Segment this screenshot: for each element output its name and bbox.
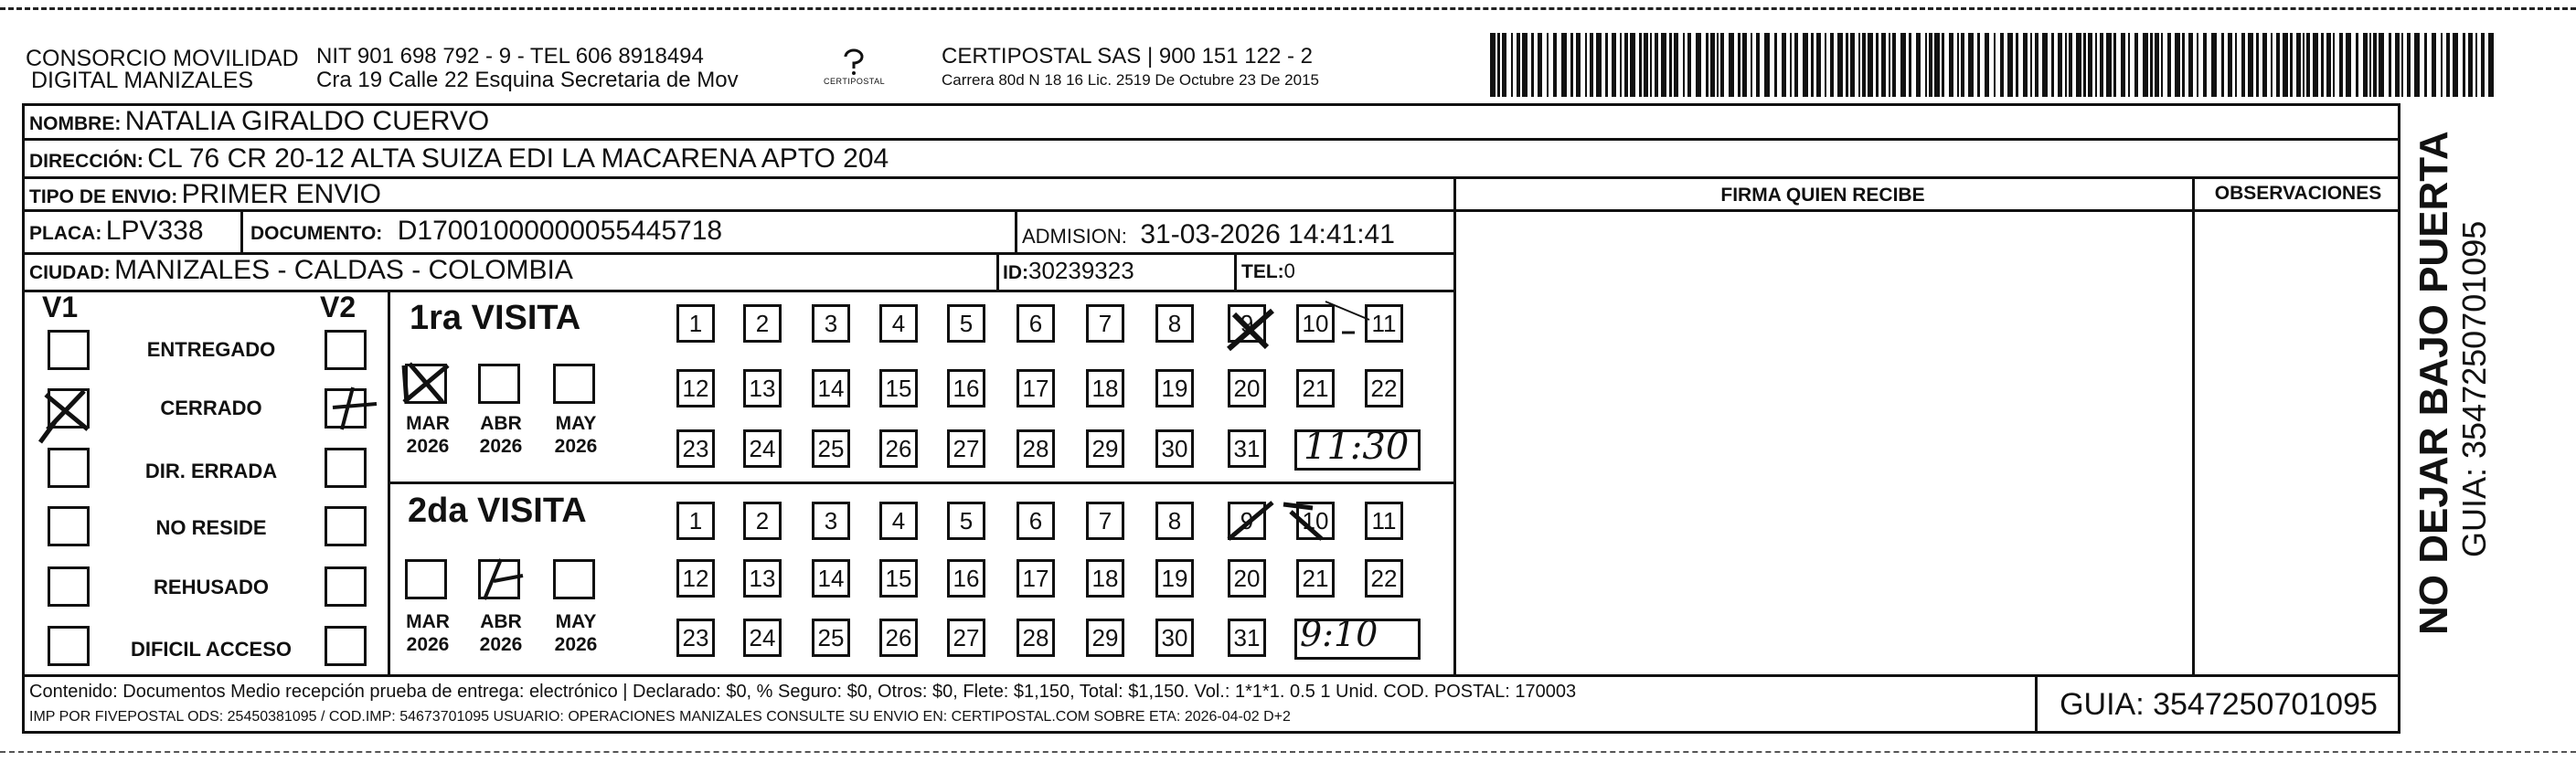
first-visit-time: 11:30 [1304,426,1410,468]
address-row [29,143,889,175]
id-field [1003,257,1134,285]
reason-dir-errada: DIR. ERRADA [144,460,278,482]
tel-label: TEL: [1241,261,1284,282]
v1-month-may: MAY 2026 [554,413,598,457]
document-value: D17001000000055445718 [397,216,723,246]
v2-day-box-27[interactable]: 27 [947,619,985,657]
v2-day-box-22[interactable]: 22 [1365,559,1403,598]
v1-day-box-17[interactable]: 17 [1017,369,1055,407]
v2-day-box-26[interactable]: 26 [879,619,918,657]
v1-day-box-27[interactable]: 27 [947,429,985,468]
company-name-line1: CONSORCIO MOVILIDAD [26,46,299,71]
v2-month-box-abr[interactable] [478,559,520,599]
v1-day-box-2[interactable]: 2 [743,304,782,343]
v1-checkbox-rehusado[interactable] [48,566,90,607]
name-row [29,106,489,137]
city-label: CIUDAD: [29,262,111,283]
v2-day-box-10[interactable]: 10 [1296,502,1335,540]
recipient-name: NATALIA GIRALDO CUERVO [124,106,490,136]
reason-cerrado: CERRADO [160,397,262,419]
v2-day-box-15[interactable]: 15 [879,559,918,598]
courier-logo [818,46,891,91]
v1-day-box-14[interactable]: 14 [812,369,850,407]
side-guia-text [2441,174,2493,557]
id-value: 30239323 [1028,257,1134,284]
v1-day-box-25[interactable]: 25 [812,429,850,468]
v2-month-may: MAY 2026 [554,611,598,655]
v2-day-box-12[interactable]: 12 [676,559,715,598]
v2-day-box-9[interactable]: 9 [1228,502,1266,540]
v1-day-box-8[interactable]: 8 [1155,304,1194,343]
v2-day-box-21[interactable]: 21 [1296,559,1335,598]
type-label: TIPO DE ENVIO: [29,186,178,207]
id-label: ID: [1003,262,1028,283]
plate-field [29,216,204,247]
tel-value: 0 [1283,259,1295,282]
v2-checkbox-no-reside[interactable] [325,506,367,546]
second-visit-title: 2da VISITA [408,492,587,530]
reason-no-reside: NO RESIDE [155,516,267,539]
v1-month-mar: MAR 2026 [406,413,450,457]
v2-day-box-1[interactable]: 1 [676,502,715,540]
v1-day-box-18[interactable]: 18 [1086,369,1124,407]
v1-day-box-13[interactable]: 13 [743,369,782,407]
first-visit-title: 1ra VISITA [410,299,581,337]
v1-day-box-10[interactable]: 10 [1296,304,1335,343]
v1-day-box-9[interactable]: 9 [1228,304,1266,343]
v1-day-box-19[interactable]: 19 [1155,369,1194,407]
v1-day-box-7[interactable]: 7 [1086,304,1124,343]
v1-day-box-20[interactable]: 20 [1228,369,1266,407]
signature-area[interactable] [1457,212,2190,672]
v1-checkbox-dificil-acceso[interactable] [48,626,90,666]
no-dejar-bajo-puerta: NO DEJAR BAJO PUERTA [2411,131,2456,635]
v2-day-box-19[interactable]: 19 [1155,559,1194,598]
admission-value: 31-03-2026 14:41:41 [1140,219,1395,249]
document-field [250,216,722,247]
recipient-address: CL 76 CR 20-12 ALTA SUIZA EDI LA MACARENA APTO 204 [147,143,889,174]
v2-day-box-30[interactable]: 30 [1155,619,1194,657]
v2-day-box-25[interactable]: 25 [812,619,850,657]
v1-day-box-21[interactable]: 21 [1296,369,1335,407]
v2-checkbox-rehusado[interactable] [325,566,367,607]
v2-month-box-may[interactable] [553,559,595,599]
v2-day-box-13[interactable]: 13 [743,559,782,598]
v2-checkbox-cerrado[interactable] [325,388,367,429]
plate-value: LPV338 [105,216,204,246]
v1-day-box-12[interactable]: 12 [676,369,715,407]
document-label: DOCUMENTO: [250,223,383,244]
office-address: Cra 19 Calle 22 Esquina Secretaria de Mov [316,68,739,92]
contents-line: Contenido: Documentos Medio recepción prueba de entrega: electrónico | Declarado: $0, % Seguro: $0, Otros: $0, Flete: $1,150, Total: $1,150. Vol.: 1*1*1. 0.5 1 Unid. COD. POSTAL: 170003 [29,682,1577,702]
v2-month-box-mar[interactable] [405,559,447,599]
type-row [29,179,381,210]
v1-day-box-3[interactable]: 3 [812,304,850,343]
courier-logo-text: CERTIPOSTAL [824,77,886,86]
company-name-line2: DIGITAL MANIZALES [31,68,254,93]
v1-month-abr: ABR 2026 [479,413,523,457]
v2-day-box-2[interactable]: 2 [743,502,782,540]
v2-day-box-29[interactable]: 29 [1086,619,1124,657]
shipment-type: PRIMER ENVIO [181,179,382,209]
name-label: NOMBRE: [29,113,122,134]
v2-day-box-31[interactable]: 31 [1228,619,1266,657]
v1-day-box-15[interactable]: 15 [879,369,918,407]
v2-day-box-24[interactable]: 24 [743,619,782,657]
v1-month-box-may[interactable] [553,364,595,404]
second-visit-time: 9:10 [1300,614,1378,654]
v2-label: V2 [320,291,357,323]
guia-number: GUIA: 3547250701095 [2060,687,2378,722]
v1-day-box-22[interactable]: 22 [1365,369,1403,407]
v2-checkbox-entregado[interactable] [325,330,367,370]
top-cut-line [0,7,2576,10]
reason-rehusado: REHUSADO [154,576,269,598]
v1-day-box-5[interactable]: 5 [947,304,985,343]
v1-day-box-28[interactable]: 28 [1017,429,1055,468]
observations-header: OBSERVACIONES [2214,183,2382,204]
v2-day-box-4[interactable]: 4 [879,502,918,540]
v2-day-box-8[interactable]: 8 [1155,502,1194,540]
city-value: MANIZALES - CALDAS - COLOMBIA [114,255,573,285]
admission-label: ADMISION: [1022,225,1127,248]
v1-day-box-4[interactable]: 4 [879,304,918,343]
v1-month-box-mar[interactable] [405,364,447,404]
v2-day-box-3[interactable]: 3 [812,502,850,540]
v1-day-box-24[interactable]: 24 [743,429,782,468]
city-field [29,255,573,286]
v1-day-box-30[interactable]: 30 [1155,429,1194,468]
v2-day-box-20[interactable]: 20 [1228,559,1266,598]
v2-day-box-6[interactable]: 6 [1017,502,1055,540]
v2-day-box-5[interactable]: 5 [947,502,985,540]
v1-day-box-16[interactable]: 16 [947,369,985,407]
v2-month-mar: MAR 2026 [406,611,450,655]
v2-day-box-23[interactable]: 23 [676,619,715,657]
v1-checkbox-cerrado[interactable] [48,388,90,429]
v2-checkbox-dir-errada[interactable] [325,448,367,488]
v1-day-box-31[interactable]: 31 [1228,429,1266,468]
v1-day-box-6[interactable]: 6 [1017,304,1055,343]
v2-month-abr: ABR 2026 [479,611,523,655]
signature-header: FIRMA QUIEN RECIBE [1720,185,1925,206]
side-guia-number: GUIA: 3547250701095 [2455,220,2493,557]
observations-area[interactable] [2196,212,2399,672]
v1-month-box-abr[interactable] [478,364,520,404]
nit-line: NIT 901 698 792 - 9 - TEL 606 8918494 [316,44,704,69]
reason-dificil-acceso: DIFICIL ACCESO [130,638,292,661]
v1-checkbox-dir-errada[interactable] [48,448,90,488]
courier-name: CERTIPOSTAL SAS | 900 151 122 - 2 [942,44,1313,69]
v2-day-box-18[interactable]: 18 [1086,559,1124,598]
courier-license: Carrera 80d N 18 16 Lic. 2519 De Octubre 23 De 2015 [942,71,1319,89]
v1-day-box-29[interactable]: 29 [1086,429,1124,468]
v2-day-box-16[interactable]: 16 [947,559,985,598]
tel-field [1241,259,1295,283]
v2-day-box-17[interactable]: 17 [1017,559,1055,598]
reason-entregado: ENTREGADO [146,338,276,361]
v2-day-box-7[interactable]: 7 [1086,502,1124,540]
bottom-cut-line [0,751,2576,753]
v1-day-box-23[interactable]: 23 [676,429,715,468]
v1-label: V1 [42,291,79,323]
imp-line: IMP POR FIVEPOSTAL ODS: 25450381095 / COD.IMP: 54673701095 USUARIO: OPERACIONES MANIZALES CONSULTE SU ENVIO EN: CERTIPOSTAL.COM SOBRE ETA: 2026-04-02 D+2 [29,709,1291,725]
address-label: DIRECCIÓN: [29,151,144,172]
v1-checkbox-entregado[interactable] [48,330,90,370]
v1-checkbox-no-reside[interactable] [48,506,90,546]
v1-day-box-26[interactable]: 26 [879,429,918,468]
v1-day-box-1[interactable]: 1 [676,304,715,343]
barcode [1490,33,2496,97]
admission-field [1022,219,1395,250]
v2-day-box-14[interactable]: 14 [812,559,850,598]
plate-label: PLACA: [29,223,102,244]
v2-day-box-11[interactable]: 11 [1365,502,1403,540]
v2-day-box-28[interactable]: 28 [1017,619,1055,657]
v2-checkbox-dificil-acceso[interactable] [325,626,367,666]
v1-day-box-11[interactable]: 11 [1365,304,1403,343]
